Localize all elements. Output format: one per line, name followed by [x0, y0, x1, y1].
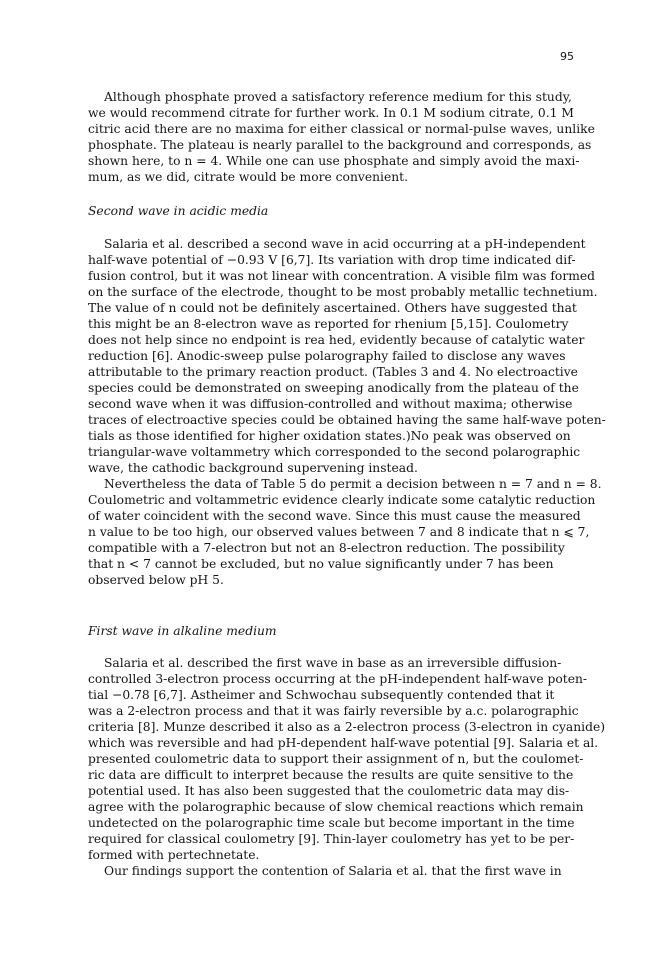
paragraph-findings — [88, 863, 596, 879]
text-line: triangular-wave voltammetry which corresponded to the second polarographic — [88, 445, 581, 459]
text-line: second wave when it was diffusion-controlled and without maxima; otherwise — [88, 397, 573, 411]
text-line: of water coincident with the second wave. Since this must cause the measured — [88, 509, 581, 523]
text-line: half-wave potential of −0.93 V [6,7]. Its variation with drop time indicated dif- — [88, 253, 576, 267]
text-line: reduction [6]. Anodic-sweep pulse polarography failed to disclose any waves — [88, 349, 566, 363]
text-line: presented coulometric data to support their assignment of n, but the coulomet- — [88, 752, 584, 766]
text-line: Salaria et al. described a second wave in acid occurring at a pH-independent — [104, 237, 586, 251]
text-line: that n < 7 cannot be excluded, but no value significantly under 7 has been — [88, 557, 554, 571]
paragraph-citrate — [88, 89, 596, 185]
text-line: undetected on the polarographic time scale but become important in the time — [88, 816, 575, 830]
text-line: shown here, to n = 4. While one can use phosphate and simply avoid the maxi- — [88, 154, 580, 168]
text-line: Salaria et al. described the first wave in base as an irreversible diffusion- — [104, 656, 562, 670]
text-line: which was reversible and had pH-dependent half-wave potential [9]. Salaria et al. — [88, 736, 599, 750]
text-line: observed below pH 5. — [88, 573, 224, 587]
text-line: compatible with a 7-electron but not an 8-electron reduction. The possibility — [88, 541, 565, 555]
text-line: attributable to the primary reaction product. (Tables 3 and 4. No electroactive — [88, 365, 578, 379]
text-line: The value of n could not be definitely ascertained. Others have suggested that — [88, 301, 577, 315]
text-line: tial −0.78 [6,7]. Astheimer and Schwochau subsequently contended that it — [88, 688, 555, 702]
text-line: formed with pertechnetate. — [88, 848, 260, 862]
text-line: criteria [8]. Munze described it also as a 2-electron process (3-electron in cyanide) — [88, 720, 606, 734]
paragraph-second-wave — [88, 236, 606, 476]
text-line: citric acid there are no maxima for either classical or normal-pulse waves, unlike — [88, 122, 595, 136]
text-line: traces of electroactive species could be obtained having the same half-wave poten- — [88, 413, 606, 427]
text-line: controlled 3-electron process occurring at the pH-independent half-wave poten- — [88, 672, 588, 686]
text-line: mum, as we did, citrate would be more convenient. — [88, 170, 408, 184]
text-line: tials as those identified for higher oxidation states.)No peak was observed on — [88, 429, 571, 443]
text-line: species could be demonstrated on sweeping anodically from the plateau of the — [88, 381, 579, 395]
text-line: phosphate. The plateau is nearly parallel to the background and corresponds, as — [88, 138, 592, 152]
text-line: wave, the cathodic background supervening instead. — [88, 461, 418, 475]
text-line: Although phosphate proved a satisfactory reference medium for this study, — [104, 90, 572, 104]
text-line: Coulometric and voltammetric evidence clearly indicate some catalytic reduction — [88, 493, 596, 507]
text-line: n value to be too high, our observed values between 7 and 8 indicate that n ⩽ 7, — [88, 525, 590, 539]
text-line: does not help since no endpoint is rea hed, evidently because of catalytic water — [88, 333, 585, 347]
text-line: ric data are difficult to interpret because the results are quite sensitive to the — [88, 768, 574, 782]
text-line: was a 2-electron process and that it was fairly reversible by a.c. polarographic — [88, 704, 579, 718]
text-line: Our findings support the contention of Salaria et al. that the first wave in — [104, 864, 562, 878]
page-number: 95 — [560, 50, 574, 63]
text-line: fusion control, but it was not linear with concentration. A visible film was formed — [88, 269, 596, 283]
text-line: potential used. It has also been suggested that the coulometric data may dis- — [88, 784, 570, 798]
text-line: this might be an 8-electron wave as reported for rhenium [5,15]. Coulometry — [88, 317, 569, 331]
text-line: required for classical coulometry [9]. Thin-layer coulometry has yet to be per- — [88, 832, 575, 846]
text-line: on the surface of the electrode, thought to be most probably metallic technetium. — [88, 285, 598, 299]
text-line: Nevertheless the data of Table 5 do permit a decision between n = 7 and n = 8. — [104, 477, 602, 491]
section-heading-second-wave: Second wave in acidic media — [88, 204, 269, 218]
text-line: we would recommend citrate for further work. In 0.1 M sodium citrate, 0.1 M — [88, 106, 574, 120]
paragraph-table5 — [88, 476, 602, 588]
paragraph-first-wave — [88, 655, 606, 863]
section-heading-first-wave: First wave in alkaline medium — [88, 624, 277, 638]
text-line: agree with the polarographic because of slow chemical reactions which remain — [88, 800, 584, 814]
